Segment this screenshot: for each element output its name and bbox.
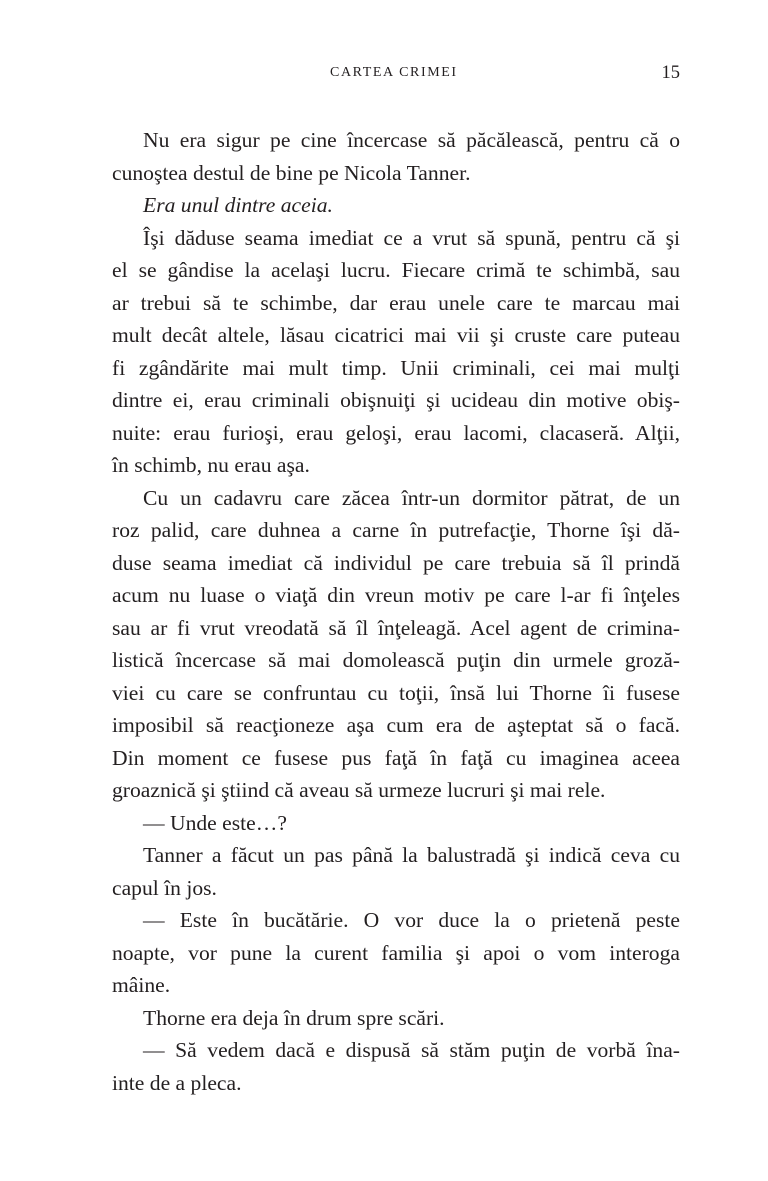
text-line: mult decât altele, lăsau cicatrici mai vii şi cruste care puteau	[112, 323, 680, 347]
text-line: noapte, vor pune la curent familia şi apoi o vom interoga	[112, 940, 680, 965]
text-line: — Este în bucătărie. O vor duce la o prietenă peste	[143, 908, 680, 932]
text-line: mâine.	[112, 973, 171, 997]
running-title: CARTEA CRIMEI	[330, 65, 458, 80]
text-line: în schimb, nu erau aşa.	[112, 453, 310, 477]
text-line: — Unde este…?	[143, 810, 287, 835]
text-line: Cu un cadavru care zăcea într-un dormitor pătrat, de un	[143, 485, 680, 510]
text-line: capul în jos.	[112, 875, 217, 900]
text-line: ar trebui să te schimbe, dar erau unele care te marcau mai	[112, 290, 680, 315]
text-line: cunoştea destul de bine pe Nicola Tanner.	[112, 160, 471, 185]
text-line: Nu era sigur pe cine încercase să păcălească, pentru că o	[143, 128, 680, 152]
text-line: Tanner a făcut un pas până la balustradă şi indică ceva cu	[143, 843, 680, 867]
text-line: viei cu care se confruntau cu toţii, însă lui Thorne îi fusese	[112, 680, 680, 705]
text-line: nuite: erau furioşi, erau geloşi, erau lacomi, clacaseră. Alţii,	[112, 420, 680, 445]
text-line: groaznică şi ştiind că aveau să urmeze lucruri şi mai rele.	[112, 778, 606, 802]
page-number: 15	[661, 63, 680, 83]
running-header	[0, 63, 768, 87]
text-line: acum nu luase o viaţă din vreun motiv pe care l-ar fi înţeles	[112, 583, 680, 607]
text-line: roz palid, care duhnea a carne în putrefacţie, Thorne îşi dă-	[112, 518, 680, 542]
text-line: imposibil să reacţioneze aşa cum era de aşteptat să o facă.	[112, 713, 680, 737]
text-line: — Să vedem dacă e dispusă să stăm puţin de vorbă îna-	[143, 1038, 680, 1062]
text-line: inte de a pleca.	[112, 1070, 242, 1095]
text-line: fi zgândărite mai mult timp. Unii criminali, cei mai mulţi	[112, 355, 680, 380]
text-line: duse seama imediat că individul pe care trebuia să îl prindă	[112, 550, 680, 575]
text-line: Îşi dăduse seama imediat ce a vrut să spună, pentru că şi	[143, 225, 680, 250]
text-line: Din moment ce fusese pus faţă în faţă cu imaginea aceea	[112, 745, 680, 770]
body-text	[112, 124, 680, 1099]
text-line: listică încercase să mai domolească puţin din urmele groză-	[112, 648, 680, 672]
text-line-italic: Era unul dintre aceia.	[143, 193, 333, 217]
text-line: el se gândise la acelaşi lucru. Fiecare crimă te schimbă, sau	[112, 258, 680, 282]
text-line: dintre ei, erau criminali obişnuiţi şi ucideau din motive obiş-	[112, 388, 680, 412]
text-line: sau ar fi vrut vreodată să îl înţeleagă. Acel agent de crimina-	[112, 615, 680, 640]
text-line: Thorne era deja în drum spre scări.	[143, 1005, 445, 1030]
